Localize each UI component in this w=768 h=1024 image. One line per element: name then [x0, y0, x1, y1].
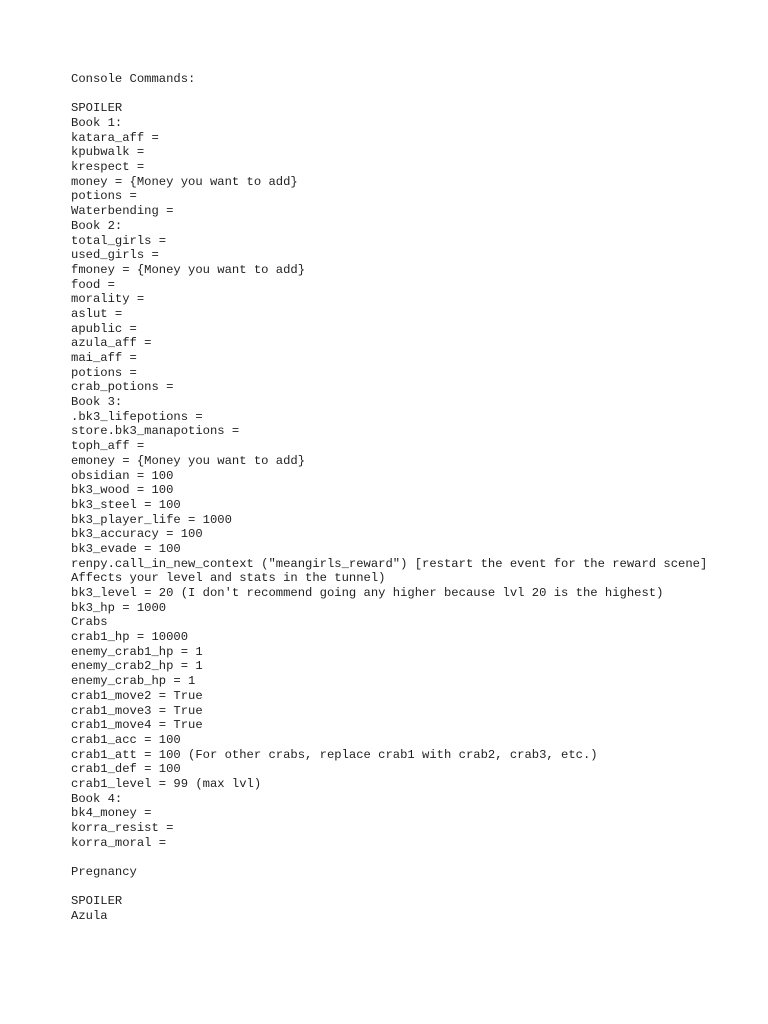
- text-line: total_girls =: [71, 233, 167, 248]
- text-line: obsidian = 100: [71, 468, 174, 483]
- text-line: potions =: [71, 365, 137, 380]
- text-line: fmoney = {Money you want to add}: [71, 262, 306, 277]
- text-line: crab1_acc = 100: [71, 732, 181, 747]
- text-line: crab1_move3 = True: [71, 703, 203, 718]
- text-line: bk3_evade = 100: [71, 541, 181, 556]
- spoiler-label: SPOILER: [71, 101, 123, 116]
- text-line: food =: [71, 277, 115, 292]
- text-line: crab1_move2 = True: [71, 688, 203, 703]
- text-line: crab1_level = 99 (max lvl): [71, 776, 262, 791]
- pregnancy-heading: Pregnancy: [71, 865, 137, 880]
- pregnancy-list: [71, 909, 711, 924]
- document-body: [71, 72, 711, 924]
- text-line: bk3_wood = 100: [71, 483, 174, 498]
- text-line: crab1_def = 100: [71, 762, 181, 777]
- text-line: mai_aff =: [71, 351, 137, 366]
- text-line: bk3_hp = 1000: [71, 600, 167, 615]
- text-line: .bk3_lifepotions =: [71, 409, 203, 424]
- text-line: kpubwalk =: [71, 145, 145, 160]
- text-line: crab_potions =: [71, 380, 174, 395]
- text-line: azula_aff =: [71, 336, 152, 351]
- text-line: Affects your level and stats in the tunnel): [71, 571, 386, 586]
- text-line: used_girls =: [71, 248, 159, 263]
- blank-line: [71, 87, 711, 102]
- text-line: bk3_steel = 100: [71, 497, 181, 512]
- text-line: toph_aff =: [71, 439, 145, 454]
- text-line: bk3_level = 20 (I don't recommend going any higher because lvl 20 is the highest): [71, 586, 664, 601]
- text-line: aslut =: [71, 306, 123, 321]
- text-line: Book 2:: [71, 218, 123, 233]
- blank-line: [71, 880, 711, 895]
- text-line: enemy_crab1_hp = 1: [71, 644, 203, 659]
- text-line: Waterbending =: [71, 204, 174, 219]
- text-line: bk3_player_life = 1000: [71, 512, 232, 527]
- text-line: Book 4:: [71, 791, 123, 806]
- page-title: Console Commands:: [71, 72, 196, 86]
- blank-line: [71, 850, 711, 865]
- text-line: bk4_money =: [71, 806, 152, 821]
- text-line: potions =: [71, 189, 137, 204]
- spoiler-label: SPOILER: [71, 894, 123, 909]
- text-line: store.bk3_manapotions =: [71, 424, 240, 439]
- text-line: Crabs: [71, 615, 108, 630]
- text-line: enemy_crab_hp = 1: [71, 674, 196, 689]
- text-line: enemy_crab2_hp = 1: [71, 659, 203, 674]
- text-line: Book 3:: [71, 395, 123, 410]
- text-line: crab1_att = 100 (For other crabs, replace crab1 with crab2, crab3, etc.): [71, 747, 598, 762]
- text-line: morality =: [71, 292, 145, 307]
- text-line: bk3_accuracy = 100: [71, 527, 203, 542]
- text-line: crab1_move4 = True: [71, 718, 203, 733]
- text-line: renpy.call_in_new_context ("meangirls_reward") [restart the event for the reward scene]: [71, 556, 708, 571]
- text-line: krespect =: [71, 160, 145, 175]
- text-line: katara_aff =: [71, 130, 159, 145]
- text-line: emoney = {Money you want to add}: [71, 453, 306, 468]
- text-line: money = {Money you want to add}: [71, 174, 298, 189]
- text-line: korra_resist =: [71, 821, 174, 836]
- text-line: korra_moral =: [71, 835, 167, 850]
- text-line: apublic =: [71, 321, 137, 336]
- command-list: [71, 116, 711, 850]
- text-line: Azula: [71, 909, 108, 924]
- text-line: Book 1:: [71, 116, 123, 131]
- text-line: crab1_hp = 10000: [71, 630, 189, 645]
